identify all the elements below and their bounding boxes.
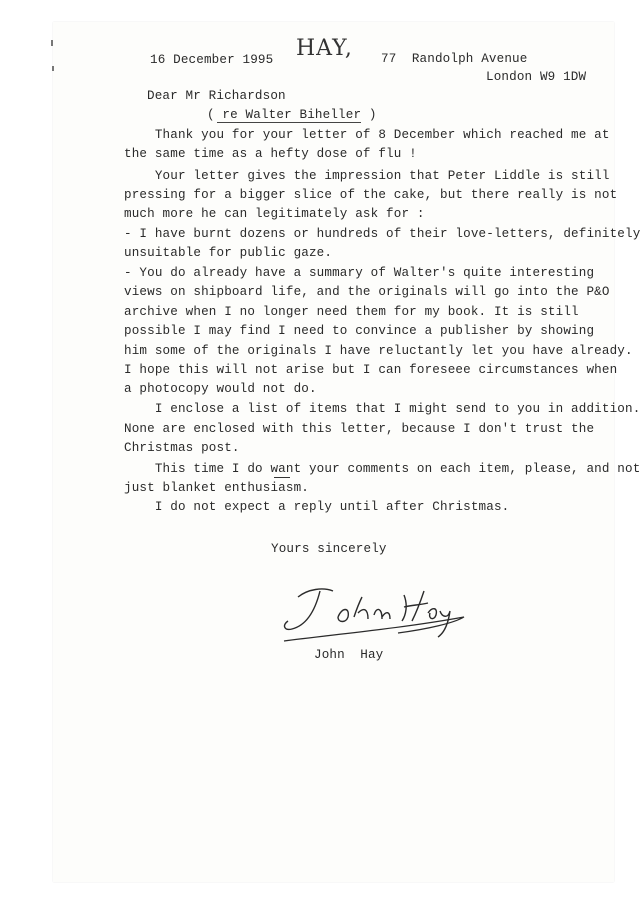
body-line: Christmas post. (124, 441, 240, 455)
body-line: archive when I no longer need them for my book. It is still (124, 305, 579, 319)
emphasis-underline (274, 477, 290, 478)
body-line: unsuitable for public gaze. (124, 246, 333, 260)
body-line: Thank you for your letter of 8 December which reached me at (124, 128, 610, 142)
handwritten-tag: HAY, (296, 36, 353, 61)
body-line: the same time as a hefty dose of flu ! (124, 147, 417, 161)
address-line-2: London W9 1DW (486, 70, 587, 84)
subject-underline (217, 122, 361, 123)
body-line: pressing for a bigger slice of the cake, but there really is not (124, 188, 618, 202)
edge-mark (52, 66, 54, 71)
typed-name: John Hay (314, 648, 384, 662)
body-line: much more he can legitimately ask for : (124, 207, 425, 221)
body-line: - I have burnt dozens or hundreds of their love-letters, definitely (124, 227, 641, 241)
body-line: I hope this will not arise but I can foreseee circumstances when (124, 363, 618, 377)
edge-mark (51, 40, 53, 46)
body-line: a photocopy would not do. (124, 382, 317, 396)
body-line: possible I may find I need to convince a publisher by showing (124, 324, 595, 338)
body-line: This time I do want your comments on each item, please, and not (124, 462, 641, 476)
closing: Yours sincerely (271, 542, 387, 556)
body-line: him some of the originals I have reluctantly let you have already. (124, 344, 633, 358)
body-line: None are enclosed with this letter, because I don't trust the (124, 422, 595, 436)
address-line-1: 77 Randolph Avenue (381, 52, 528, 66)
signature (278, 577, 468, 647)
signature-flourish (278, 577, 468, 647)
body-line: Your letter gives the impression that Peter Liddle is still (124, 169, 610, 183)
body-line: - You do already have a summary of Walter's quite interesting (124, 266, 595, 280)
letter-sheet (53, 22, 641, 882)
salutation: Dear Mr Richardson (147, 89, 286, 103)
body-line: I do not expect a reply until after Christmas. (124, 500, 510, 514)
body-line: views on shipboard life, and the originals will go into the P&O (124, 285, 610, 299)
body-line: I enclose a list of items that I might send to you in addition. (124, 402, 641, 416)
body-line: just blanket enthusiasm. (124, 481, 309, 495)
subject-line: ( re Walter Biheller ) (207, 108, 377, 122)
letter-date: 16 December 1995 (150, 53, 274, 67)
